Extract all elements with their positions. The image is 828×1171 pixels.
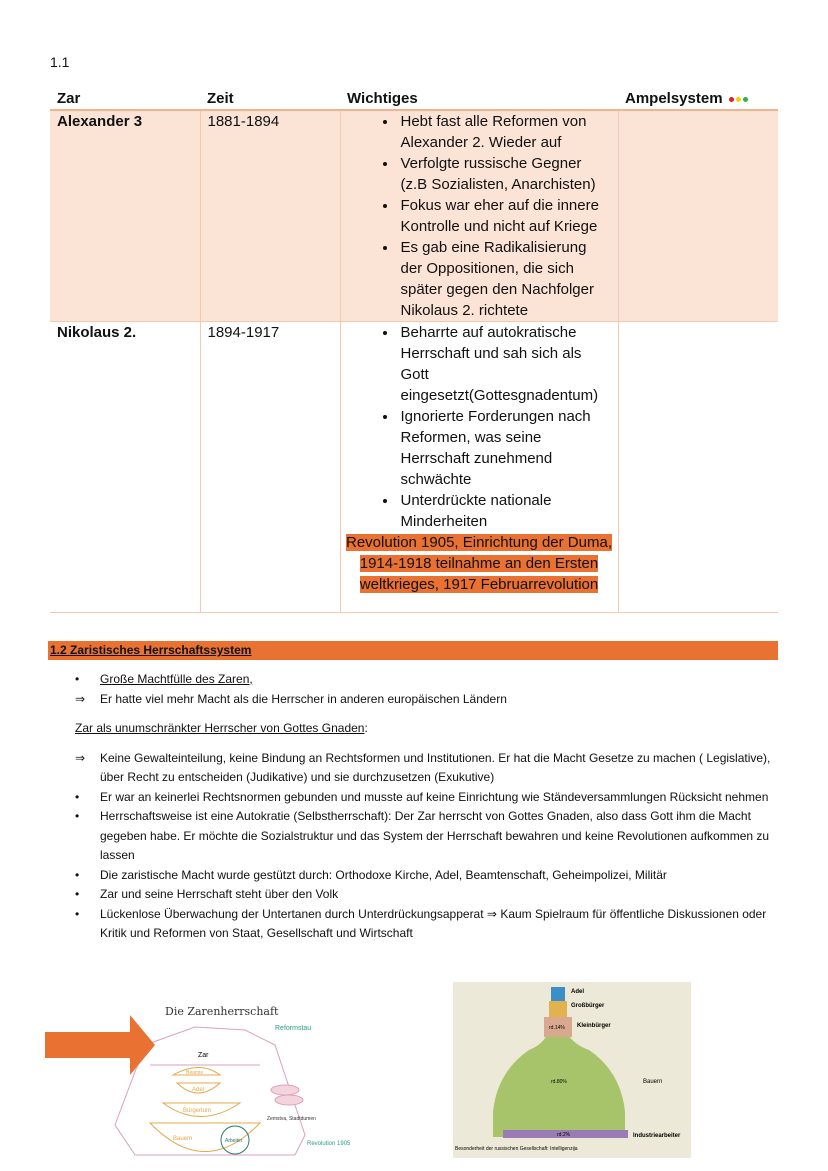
sketch-label: Zar [198, 1052, 209, 1059]
bullet-text: Lückenlose Überwachung der Untertanen durch Unterdrückungsapperat [100, 906, 484, 921]
list-item: • Beharrte auf autokratische Herrschaft und sah sich als Gott eingesetzt(Gottesgnadentum) [398, 322, 611, 406]
pyramid-label: Adel [571, 989, 585, 995]
bullet-text: Herrschaftsweise ist eine Autokratie (Selbstherrschaft): Der Zar herrscht von Gottes Gnaden, also dass Gott ihm die Macht gegeben habe. Er möchte die Sozialstruktur und das System der Herrschaft bewahren und keine Revolutionen aufkommen zu lassen [100, 809, 770, 862]
pyramid-label: Bauern [643, 1079, 663, 1085]
pyramid-label: Kleinbürger [577, 1023, 611, 1029]
zeit-cell: 1881-1894 [200, 110, 340, 322]
pyramid-label: rd.14% [549, 1025, 565, 1031]
pyramid-label: Großbürger [571, 1003, 605, 1009]
list-item: • Hebt fast alle Reformen von Alexander 2. Wieder auf [398, 111, 611, 153]
pyramid-caption: Besonderheit der russischen Gesellschaft: Intelligenzija [455, 1146, 578, 1152]
sketch-label: Zemstva, Stadtdumen [267, 1116, 316, 1122]
sketch-label: Bauern [173, 1136, 193, 1142]
list-item: • Ignorierte Forderungen nach Reformen, was seine Herrschaft zunehmend schwächte [398, 406, 611, 490]
pyramid-label: rd.80% [551, 1079, 567, 1085]
highlighted-events: Revolution 1905, Einrichtung der Duma, 1914-1918 teilnahme an den Ersten weltkrieges, 1917 Februarrevolution [346, 534, 612, 593]
pyramid-label: Industriearbeiter [633, 1133, 681, 1139]
list-item: • Verfolgte russische Gegner (z.B Sozialisten, Anarchisten) [398, 153, 611, 195]
table-row [50, 322, 778, 613]
sketch-label: Reformstau [275, 1025, 312, 1032]
section-number: 1.1 [50, 54, 70, 70]
sketch-title: Die Zarenherrschaft [165, 1005, 279, 1018]
sketch-label: Bürgertum [183, 1108, 212, 1114]
section-title: 1.2 Zaristisches Herrschaftssystem [50, 643, 252, 657]
wichtiges-cell [340, 322, 618, 613]
section-body: • Große Machtfülle des Zaren, ⇒ Er hatte viel mehr Macht als die Herrscher in anderen europäischen Ländern Zar als unumschränkter Herrscher von Gottes Gnaden: ⇒ Keine Gewalteinteilung, keine Bindung an Rechtsformen und Institutionen. Er hat die Macht Gesetze zu machen ( Legislative), über Recht zu entscheiden (Judikative) und sie durchzusetzen (Exukutive) • Er war an keinerlei Rechtsnormen gebunden und musste auf keine Einrichtung wie Ständeversammlungen Rücksicht nehmen • Herrschaftsweise ist eine Autokratie (Selbstherrschaft): Der Zar herrscht von Gottes Gnaden, also dass Gott ihm die Macht gegeben habe. Er möchte die Sozialstruktur und das System der Herrschaft bewahren und keine Revolutionen aufkommen zu lassen • Die zaristische Macht wurde gestützt durch: Orthodoxe Kirche, Adel, Beamtenschaft, Geheimpolizei, Militär • Zar und seine Herrschaft steht über den Volk • Lückenlose Überwachung der Untertanen durch Unterdrückungsapperat ⇒ Kaum Spielraum für öffentliche Diskussionen oder Kritik und Reformen von Staat, Gesellschaft und Wirtschaft [75, 672, 771, 940]
wichtiges-cell [340, 110, 618, 322]
pyramid-label: rd.2% [557, 1132, 571, 1138]
table-row [50, 110, 778, 322]
col-ampelsystem: Ampelsystem [618, 86, 778, 110]
list-item: • Fokus war eher auf die innere Kontrolle und nicht auf Kriege [398, 195, 611, 237]
col-zeit: Zeit [200, 86, 340, 110]
sketch-label: Arbeiter [225, 1138, 243, 1144]
ampel-cell [618, 110, 778, 322]
col-wichtiges: Wichtiges [340, 86, 618, 110]
zarenherrschaft-sketch [45, 995, 365, 1160]
bullet-text: Er war an keinerlei Rechtsnormen gebunden und musste auf keine Einrichtung wie Ständeversammlungen Rücksicht nehmen [100, 789, 769, 804]
section-heading-bar [48, 641, 778, 660]
ampel-cell [618, 322, 778, 613]
zar-table [50, 86, 778, 613]
bullet-text: Große Machtfülle des Zaren, [100, 672, 253, 686]
list-item: • Es gab eine Radikalisierung der Oppositionen, die sich später gegen den Nachfolger Nikolaus 2. richtete [398, 237, 611, 321]
zar-cell: Nikolaus 2. [50, 322, 200, 613]
subheading: Zar als unumschränkter Herrscher von Gottes Gnaden [75, 721, 365, 735]
col-zar: Zar [50, 86, 200, 110]
arrow-text: Keine Gewalteinteilung, keine Bindung an Rechtsformen und Institutionen. Er hat die Macht Gesetze zu machen ( Legislative), über Recht zu entscheiden (Judikative) und sie durchzusetzen (Exukutive) [100, 750, 771, 784]
traffic-light-dots [727, 90, 748, 107]
bullet-text: Kaum Spielraum für öffentliche Diskussionen oder Kritik und Reformen von Staat, Gesellschaft und Wirtschaft [100, 906, 767, 940]
bullet-text: Zar und seine Herrschaft steht über den Volk [100, 887, 339, 901]
sketch-label: Adel [192, 1087, 205, 1093]
zar-cell: Alexander 3 [50, 110, 200, 322]
sketch-label: Revolution 1905 [307, 1141, 351, 1147]
bullet-text: Die zaristische Macht wurde gestützt durch: Orthodoxe Kirche, Adel, Beamtenschaft, Geheimpolizei, Militär [100, 867, 667, 882]
zeit-cell: 1894-1917 [200, 322, 340, 613]
table-header [50, 86, 778, 110]
arrow-text: Er hatte viel mehr Macht als die Herrscher in anderen europäischen Ländern [100, 691, 507, 706]
sketch-label: Beamte [186, 1070, 204, 1076]
list-item: • Unterdrückte nationale Minderheiten [398, 490, 611, 532]
social-pyramid-image [453, 982, 691, 1158]
orange-arrow [45, 1015, 155, 1075]
